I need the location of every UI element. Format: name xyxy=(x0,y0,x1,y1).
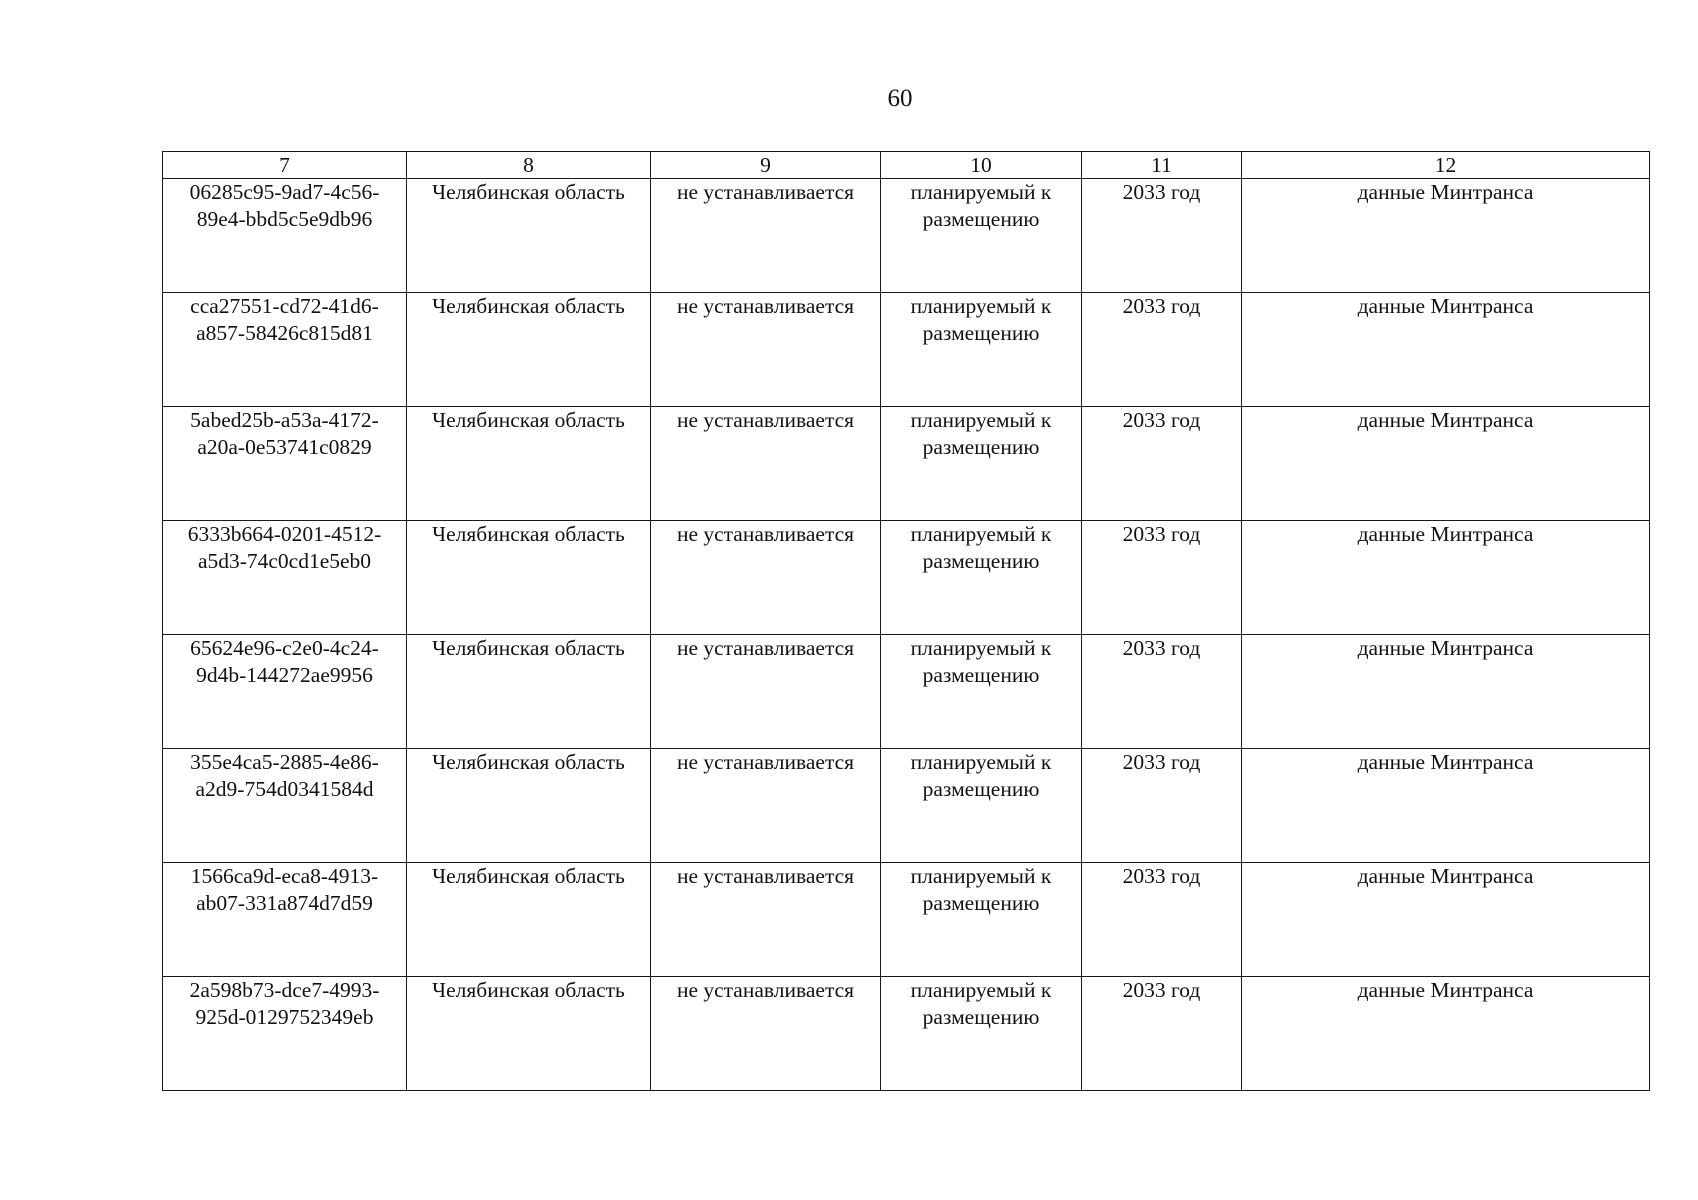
cell-region xyxy=(407,977,651,1091)
cell-source xyxy=(1242,863,1650,977)
cell-status xyxy=(881,179,1082,293)
cell-value-9-line-1: не устанавливается xyxy=(676,522,855,546)
cell-region xyxy=(407,179,651,293)
cell-status xyxy=(881,521,1082,635)
cell-year xyxy=(1082,977,1242,1091)
cell-status xyxy=(881,407,1082,521)
cell-status xyxy=(881,863,1082,977)
cell-id xyxy=(163,293,407,407)
table-header xyxy=(163,152,1650,179)
cell-id xyxy=(163,863,407,977)
cell-source xyxy=(1242,977,1650,1091)
cell-id-line-1: 06285c95-9ad7-4c56- xyxy=(189,180,380,204)
cell-source xyxy=(1242,407,1650,521)
cell-region-line-1: Челябинская область xyxy=(432,636,625,660)
cell-status-line-2: размещению xyxy=(922,891,1040,915)
cell-status-line-2: размещению xyxy=(922,207,1040,231)
cell-value-9 xyxy=(651,863,881,977)
cell-status xyxy=(881,635,1082,749)
cell-source-line-1: данные Минтранса xyxy=(1357,750,1534,774)
cell-year-line-1: 2033 год xyxy=(1122,636,1201,660)
cell-id xyxy=(163,179,407,293)
cell-year-line-1: 2033 год xyxy=(1122,408,1201,432)
cell-id-line-1: 6333b664-0201-4512- xyxy=(187,522,382,546)
cell-value-9 xyxy=(651,749,881,863)
cell-region-line-1: Челябинская область xyxy=(432,522,625,546)
cell-source-line-1: данные Минтранса xyxy=(1357,636,1534,660)
cell-source xyxy=(1242,521,1650,635)
cell-status xyxy=(881,977,1082,1091)
cell-id-line-1: cca27551-cd72-41d6- xyxy=(190,294,379,318)
cell-region xyxy=(407,749,651,863)
cell-status-line-2: размещению xyxy=(922,1005,1040,1029)
cell-status xyxy=(881,293,1082,407)
column-header-11: 11 xyxy=(1082,152,1242,179)
cell-region xyxy=(407,293,651,407)
table-row xyxy=(163,863,1650,977)
table-row xyxy=(163,977,1650,1091)
cell-source-line-1: данные Минтранса xyxy=(1357,522,1534,546)
cell-source-line-1: данные Минтранса xyxy=(1357,180,1534,204)
data-table xyxy=(162,151,1650,1091)
cell-year xyxy=(1082,521,1242,635)
cell-id-line-1: 65624e96-c2e0-4c24- xyxy=(190,636,379,660)
cell-source-line-1: данные Минтранса xyxy=(1357,408,1534,432)
cell-region xyxy=(407,863,651,977)
table-row xyxy=(163,293,1650,407)
cell-value-9 xyxy=(651,521,881,635)
cell-status-line-2: размещению xyxy=(922,777,1040,801)
cell-year xyxy=(1082,749,1242,863)
cell-year-line-1: 2033 год xyxy=(1122,978,1201,1002)
cell-value-9 xyxy=(651,977,881,1091)
cell-id-line-2: a20a-0e53741c0829 xyxy=(197,435,372,459)
cell-status-line-2: размещению xyxy=(922,549,1040,573)
cell-value-9-line-1: не устанавливается xyxy=(676,864,855,888)
cell-value-9 xyxy=(651,407,881,521)
column-header-7: 7 xyxy=(163,152,407,179)
cell-year xyxy=(1082,179,1242,293)
cell-source-line-1: данные Минтранса xyxy=(1357,978,1534,1002)
cell-status-line-2: размещению xyxy=(922,663,1040,687)
header-row xyxy=(163,152,1650,179)
cell-region-line-1: Челябинская область xyxy=(432,864,625,888)
cell-status-line-2: размещению xyxy=(922,321,1040,345)
cell-id xyxy=(163,977,407,1091)
cell-region-line-1: Челябинская область xyxy=(432,750,625,774)
cell-year-line-1: 2033 год xyxy=(1122,294,1201,318)
table-row xyxy=(163,749,1650,863)
column-header-9: 9 xyxy=(651,152,881,179)
cell-source xyxy=(1242,635,1650,749)
cell-value-9 xyxy=(651,635,881,749)
cell-region-line-1: Челябинская область xyxy=(432,408,625,432)
table-row xyxy=(163,635,1650,749)
cell-region xyxy=(407,521,651,635)
table-body xyxy=(163,179,1650,1091)
cell-id-line-1: 355e4ca5-2885-4e86- xyxy=(190,750,379,774)
cell-id-line-1: 1566ca9d-eca8-4913- xyxy=(190,864,379,888)
cell-region xyxy=(407,635,651,749)
cell-id-line-2: a857-58426c815d81 xyxy=(196,321,373,345)
cell-value-9 xyxy=(651,293,881,407)
cell-value-9-line-1: не устанавливается xyxy=(676,294,855,318)
cell-source xyxy=(1242,293,1650,407)
cell-id-line-2: 89e4-bbd5c5e9db96 xyxy=(196,207,373,231)
cell-region-line-1: Челябинская область xyxy=(432,180,625,204)
cell-source xyxy=(1242,179,1650,293)
cell-status xyxy=(881,749,1082,863)
cell-year-line-1: 2033 год xyxy=(1122,180,1201,204)
cell-id-line-2: ab07-331a874d7d59 xyxy=(196,891,373,915)
cell-value-9-line-1: не устанавливается xyxy=(676,636,855,660)
cell-status-line-2: размещению xyxy=(922,435,1040,459)
cell-id xyxy=(163,521,407,635)
cell-id-line-1: 2a598b73-dce7-4993- xyxy=(189,978,380,1002)
cell-year-line-1: 2033 год xyxy=(1122,522,1201,546)
cell-year xyxy=(1082,863,1242,977)
cell-id-line-2: a5d3-74c0cd1e5eb0 xyxy=(197,549,372,573)
cell-id xyxy=(163,749,407,863)
cell-id-line-2: 9d4b-144272ae9956 xyxy=(196,663,373,687)
cell-id xyxy=(163,407,407,521)
cell-status-line-1: планируемый к xyxy=(910,636,1052,660)
cell-value-9-line-1: не устанавливается xyxy=(676,978,855,1002)
page-number: 60 xyxy=(887,85,913,112)
cell-value-9-line-1: не устанавливается xyxy=(676,408,855,432)
table-row xyxy=(163,179,1650,293)
cell-source xyxy=(1242,749,1650,863)
cell-id xyxy=(163,635,407,749)
column-header-12: 12 xyxy=(1242,152,1650,179)
cell-year xyxy=(1082,407,1242,521)
cell-year-line-1: 2033 год xyxy=(1122,750,1201,774)
cell-source-line-1: данные Минтранса xyxy=(1357,864,1534,888)
cell-year xyxy=(1082,293,1242,407)
cell-value-9-line-1: не устанавливается xyxy=(676,750,855,774)
cell-id-line-2: 925d-0129752349eb xyxy=(195,1005,374,1029)
cell-region-line-1: Челябинская область xyxy=(432,294,625,318)
column-header-8: 8 xyxy=(407,152,651,179)
cell-status-line-1: планируемый к xyxy=(910,750,1052,774)
cell-status-line-1: планируемый к xyxy=(910,180,1052,204)
cell-source-line-1: данные Минтранса xyxy=(1357,294,1534,318)
cell-value-9-line-1: не устанавливается xyxy=(676,180,855,204)
cell-region xyxy=(407,407,651,521)
cell-region-line-1: Челябинская область xyxy=(432,978,625,1002)
table-row xyxy=(163,521,1650,635)
cell-status-line-1: планируемый к xyxy=(910,864,1052,888)
cell-status-line-1: планируемый к xyxy=(910,522,1052,546)
cell-id-line-2: a2d9-754d0341584d xyxy=(195,777,374,801)
cell-status-line-1: планируемый к xyxy=(910,294,1052,318)
table-row xyxy=(163,407,1650,521)
cell-value-9 xyxy=(651,179,881,293)
cell-status-line-1: планируемый к xyxy=(910,408,1052,432)
cell-id-line-1: 5abed25b-a53a-4172- xyxy=(190,408,379,432)
cell-year-line-1: 2033 год xyxy=(1122,864,1201,888)
cell-status-line-1: планируемый к xyxy=(910,978,1052,1002)
cell-year xyxy=(1082,635,1242,749)
column-header-10: 10 xyxy=(881,152,1082,179)
